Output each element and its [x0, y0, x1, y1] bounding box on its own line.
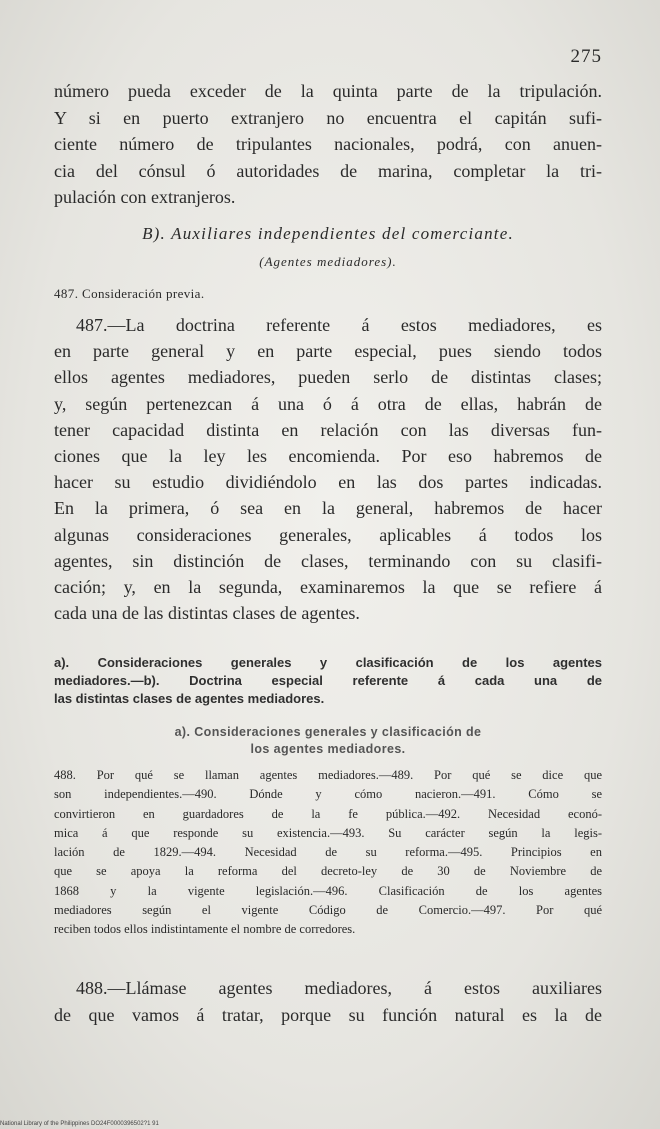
summary-line: las distintas clases de agentes mediadores. [54, 691, 325, 706]
chapter-summary [54, 654, 602, 708]
text-line: En la primera, ó sea en la general, habremos de hacer [54, 498, 602, 519]
text-line: Y si en puerto extranjero no encuentra el capitán sufi- [54, 107, 602, 128]
notes-line: son independientes.—490. Dónde y cómo nacieron.—491. Cómo se [54, 787, 602, 802]
paragraph-2 [54, 312, 602, 626]
page-number: 275 [570, 46, 602, 67]
text-line: 488.—Llámase agentes mediadores, á estos auxiliares [76, 978, 602, 998]
text-line: cia del cónsul ó autoridades de marina, completar la tri- [54, 160, 602, 181]
text-line: agentes, sin distinción de clases, terminando con su clasifi- [54, 550, 602, 571]
section-heading-a-line: a). Consideraciones generales y clasificación de [174, 725, 482, 739]
text-line: ciente número de tripulantes nacionales, podrá, con anuen- [54, 134, 602, 154]
text-line: 487.—La doctrina referente á estos mediadores, es [76, 315, 602, 335]
section-heading-a-line: los agentes mediadores. [250, 742, 406, 756]
text-line: pulación con extranjeros. [54, 187, 236, 207]
scan-footer-watermark: National Library of the Philippines DO24F0000396502?1 91 [0, 1121, 159, 1127]
notes-line: 1868 y la vigente legislación.—496. Clasificación de los agentes [54, 883, 602, 898]
notes-line: mica á que responde su existencia.—493. Su carácter según la legis- [54, 825, 602, 840]
marginal-note: 487. Consideración previa. [54, 286, 205, 301]
text-line: cada una de las distintas clases de agentes. [54, 603, 360, 624]
paragraph-1 [54, 78, 602, 211]
section-heading-b: B). Auxiliares independientes del comerciante. [142, 224, 514, 243]
notes-line: mediadores según el vigente Código de Comercio.—497. Por qué [54, 903, 602, 918]
paragraph-3 [54, 975, 602, 1029]
text-line: y, según pertenezcan á una ó á otra de ellas, habrán de [54, 393, 602, 414]
section-heading-b-subtitle: (Agentes mediadores). [259, 254, 397, 269]
text-line: número pueda exceder de la quinta parte de la tripulación. [54, 81, 602, 101]
text-line: tener capacidad distinta en relación con las diversas fun- [54, 419, 602, 440]
text-line: de que vamos á tratar, porque su función natural es la de [54, 1005, 602, 1025]
text-line: en parte general y en parte especial, pues siendo todos [54, 341, 602, 362]
topic-notes [54, 766, 602, 940]
text-line: cación; y, en la segunda, examinaremos la que se refiere á [54, 577, 602, 598]
text-line: ciones que la ley les encomienda. Por eso habremos de [54, 446, 602, 467]
text-line: algunas consideraciones generales, aplicables á todos los [54, 524, 602, 545]
notes-line: 488. Por qué se llaman agentes mediadores.—489. Por qué se dice que [54, 768, 602, 782]
section-heading-a [54, 724, 602, 758]
notes-line: convirtieron en guardadores de la fe pública.—492. Necesidad econó- [54, 806, 602, 821]
summary-line: mediadores.—b). Doctrina especial referente á cada una de [54, 673, 602, 688]
summary-line: a). Consideraciones generales y clasificación de los agentes [54, 655, 602, 670]
notes-line: lación de 1829.—494. Necesidad de su reforma.—495. Principios en [54, 845, 602, 860]
notes-line: reciben todos ellos indistintamente el nombre de corredores. [54, 922, 356, 937]
notes-line: que se apoya la reforma del decreto-ley de 30 de Noviembre de [54, 864, 602, 879]
text-line: ellos agentes mediadores, pueden serlo de distintas clases; [54, 367, 602, 388]
text-line: hacer su estudio dividiéndolo en las dos partes indicadas. [54, 472, 602, 493]
